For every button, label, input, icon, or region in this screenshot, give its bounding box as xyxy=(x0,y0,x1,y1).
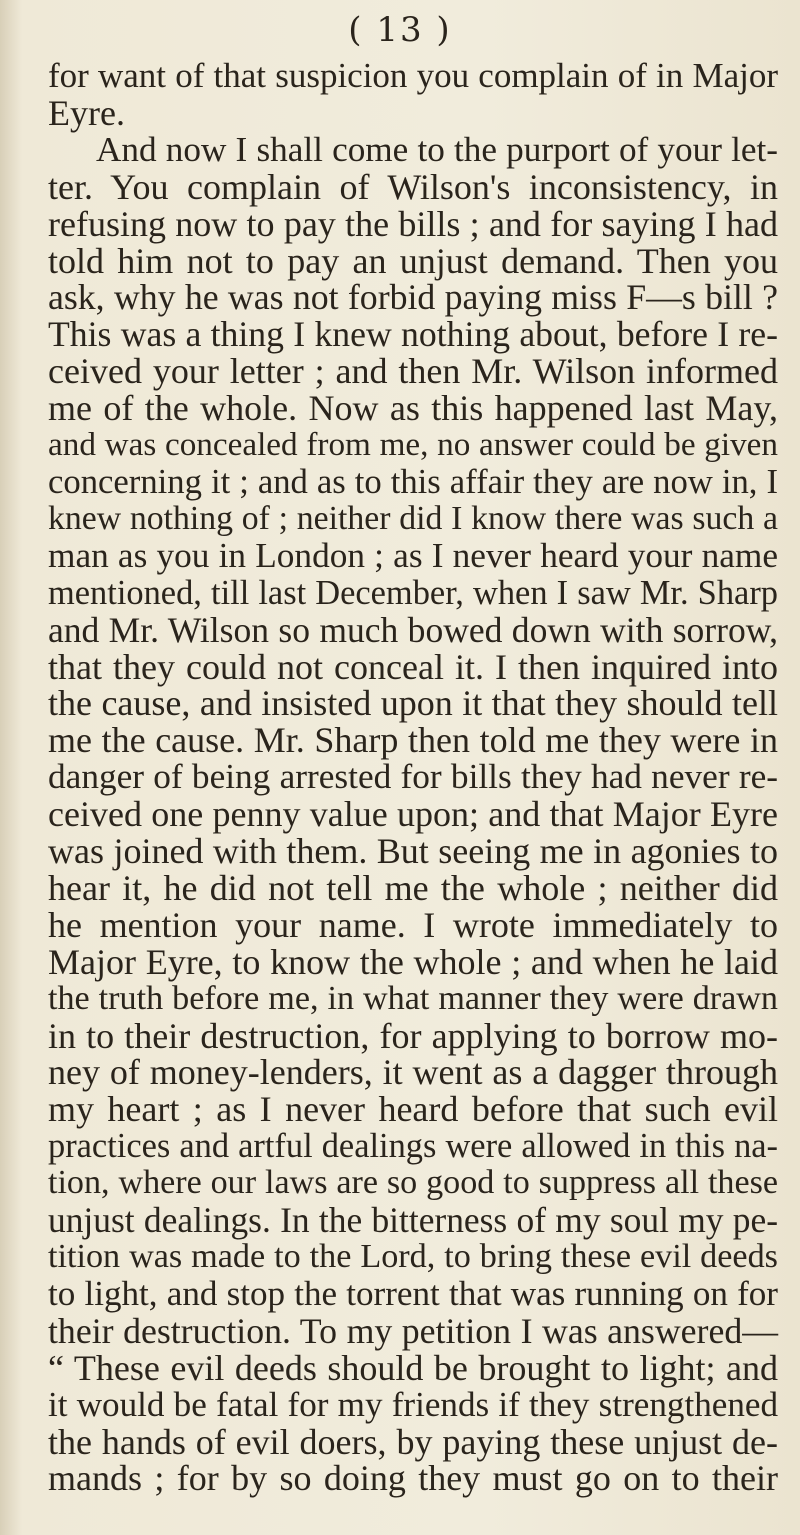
text-line: “ These evil deeds should be brought to light; and xyxy=(48,1347,778,1388)
text-line: my heart ; as I never heard before that such evil xyxy=(48,1089,778,1130)
text-line: for want of that suspicion you complain of in Major xyxy=(48,56,778,95)
text-line: that they could not conceal it. I then inquired into xyxy=(48,646,778,687)
text-line: concerning it ; and as to this affair they are now in, I xyxy=(48,462,778,501)
text-line: hear it, he did not tell me the whole ; neither did xyxy=(48,867,778,908)
text-line: ask, why he was not forbid paying miss F—s bill ? xyxy=(48,277,778,318)
text-line: Major Eyre, to know the whole ; and when he laid xyxy=(48,941,778,982)
text-line: the truth before me, in what manner they were drawn xyxy=(48,979,778,1017)
text-line: This was a thing I knew nothing about, before I re- xyxy=(48,314,778,355)
text-line: tion, where our laws are so good to suppress all these xyxy=(48,1164,778,1202)
text-line: me the cause. Mr. Sharp then told me they were in xyxy=(48,720,778,761)
text-line: and Mr. Wilson so much bowed down with sorrow, xyxy=(48,609,778,650)
text-line: to light, and stop the torrent that was running on for xyxy=(48,1273,778,1313)
text-line: me of the whole. Now as this happened last May, xyxy=(48,388,778,429)
text-line: ceived your letter ; and then Mr. Wilson informed xyxy=(48,351,778,392)
text-line: danger of being arrested for bills they had never re- xyxy=(48,757,778,797)
text-line: the hands of evil doers, by paying these unjust de- xyxy=(48,1421,778,1462)
text-line: practices and artful dealings were allowed in this na- xyxy=(48,1127,778,1166)
text-line: told him not to pay an unjust demand. Then you xyxy=(48,240,778,281)
body-text xyxy=(48,58,778,1497)
text-line: the cause, and insisted upon it that they should tell xyxy=(48,683,778,724)
text-line: ceived one penny value upon; and that Major Eyre xyxy=(48,794,778,835)
text-line: man as you in London ; as I never heard your name xyxy=(48,535,778,575)
text-line: knew nothing of ; neither did I know there was such a xyxy=(48,499,778,537)
text-line: ney of money-lenders, it went as a dagger through xyxy=(48,1052,778,1093)
text-line: ter. You complain of Wilson's inconsistency, in xyxy=(48,166,778,207)
text-line: it would be fatal for my friends if they strengthened xyxy=(48,1384,778,1424)
text-line: refusing now to pay the bills ; and for saying I had xyxy=(48,203,778,244)
page-number: ( 13 ) xyxy=(348,10,452,50)
text-line: mands ; for by so doing they must go on to their xyxy=(48,1458,778,1499)
text-line: and was concealed from me, no answer could be given xyxy=(48,426,778,464)
text-line: tition was made to the Lord, to bring these evil deeds xyxy=(48,1238,778,1275)
text-line: Eyre. xyxy=(48,92,125,133)
text-line: unjust dealings. In the bitterness of my soul my pe- xyxy=(48,1200,778,1241)
text-line: in to their destruction, for applying to borrow mo- xyxy=(48,1015,778,1056)
text-line: And now I shall come to the purport of your let- xyxy=(96,129,778,169)
text-line: mentioned, till last December, when I saw Mr. Sharp xyxy=(48,573,778,612)
text-line: was joined with them. But seeing me in agonies to xyxy=(48,831,778,872)
text-line: their destruction. To my petition I was answered— xyxy=(48,1310,778,1351)
text-line: he mention your name. I wrote immediately to xyxy=(48,904,778,945)
